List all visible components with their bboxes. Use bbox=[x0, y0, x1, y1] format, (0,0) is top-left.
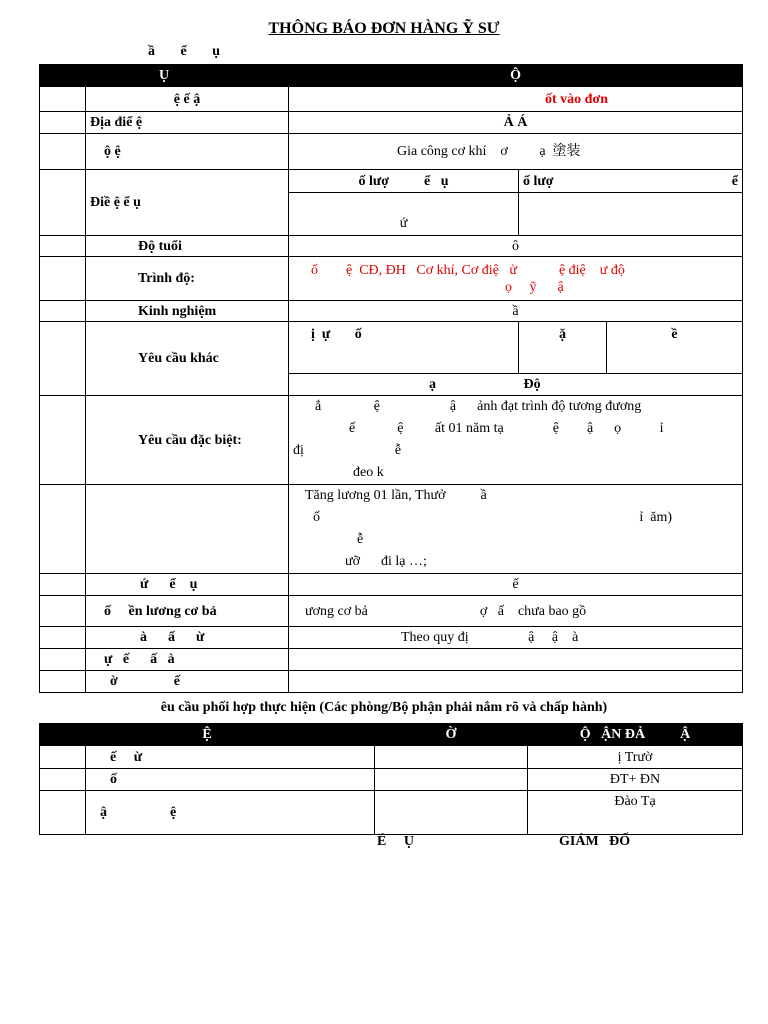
other-req-col2: ặ bbox=[519, 322, 607, 374]
table-row bbox=[40, 791, 743, 835]
row-label: Yêu cầu đặc biệt: bbox=[86, 396, 289, 485]
row-label: Địa điể ệ bbox=[86, 112, 289, 134]
time-cell bbox=[375, 746, 528, 769]
time-cell bbox=[375, 791, 528, 835]
table-row bbox=[40, 170, 743, 193]
dept-cell: Đào Tạ bbox=[528, 791, 743, 835]
table-row bbox=[40, 301, 743, 322]
coordination-title: êu cầu phối hợp thực hiện (Các phòng/Bộ phận phải nắm rõ và chấp hành) bbox=[160, 700, 608, 715]
education-value: ố ệ CĐ, ĐH Cơ khí, Cơ điệ ử ệ điệ ư độ ọ ỹ ậ bbox=[289, 257, 743, 301]
form-value: ế bbox=[289, 574, 743, 596]
quantity-value-left: ứ bbox=[289, 193, 519, 236]
row-label: Yêu cầu khác bbox=[86, 322, 289, 396]
quantity-header-right: ố lượ ể bbox=[519, 170, 743, 193]
table-row bbox=[40, 649, 743, 671]
row-value bbox=[289, 671, 743, 693]
task-cell: ậ ệ bbox=[86, 791, 375, 835]
row-value bbox=[289, 649, 743, 671]
table-row bbox=[40, 112, 743, 134]
dept-cell: ị Trườ bbox=[528, 746, 743, 769]
row-label: ờ ế bbox=[86, 671, 289, 693]
row-label: ộ ệ bbox=[86, 134, 289, 170]
experience-value: ầ bbox=[289, 301, 743, 322]
coordination-header bbox=[40, 724, 743, 746]
row-label: à ấ ừ bbox=[86, 627, 289, 649]
task-cell: ố bbox=[86, 769, 375, 791]
benefits-value: Tăng lương 01 lần, Thưở ầ ố ỉ ăm) ễ ưỡ đi lạ …; bbox=[289, 485, 743, 574]
table-header bbox=[40, 65, 743, 87]
age-value: ô bbox=[289, 236, 743, 257]
row-label: Trình độ: bbox=[86, 257, 289, 301]
special-req-value: ắ ệ ậ ảnh đạt trình độ tương đương ế ệ ất 01 năm tạ ệ ậ ọ ỉ đị ễ đeo k bbox=[289, 396, 743, 485]
order-table bbox=[39, 64, 743, 693]
job-value: Gia công cơ khí ơ ạ 塗装 bbox=[289, 134, 743, 170]
other-req-col3: ề bbox=[607, 322, 743, 374]
row-label: Điề ệ ể ụ bbox=[86, 170, 289, 236]
table-row bbox=[40, 746, 743, 769]
insurance-value: Theo quy đị ậ ậ à bbox=[289, 627, 743, 649]
coordination-table bbox=[39, 723, 743, 835]
table-row bbox=[40, 322, 743, 374]
other-req-bottom: ạ Độ bbox=[289, 374, 743, 396]
table-row bbox=[40, 574, 743, 596]
time-cell bbox=[375, 769, 528, 791]
table-row bbox=[40, 257, 743, 301]
header-category: Ụ bbox=[40, 65, 289, 87]
row-label: Kinh nghiệm bbox=[86, 301, 289, 322]
table-row bbox=[40, 236, 743, 257]
table-row bbox=[40, 596, 743, 627]
header-time: Ờ bbox=[375, 724, 528, 746]
table-row bbox=[40, 134, 743, 170]
other-req-col1: ị ự ố bbox=[289, 322, 519, 374]
row-label: ự ế ấ à bbox=[86, 649, 289, 671]
dept-cell: ĐT+ ĐN bbox=[528, 769, 743, 791]
table-row bbox=[40, 627, 743, 649]
footer-director-signature: GIÁM ĐỐ bbox=[559, 834, 631, 849]
quantity-header-left: ố lượ ể ụ bbox=[289, 170, 519, 193]
row-label: ố ền lương cơ bả bbox=[86, 596, 289, 627]
header-dept: Ộ ẬN ĐẢ Ậ bbox=[528, 724, 743, 746]
task-cell: ế ừ bbox=[86, 746, 375, 769]
table-row bbox=[40, 396, 743, 485]
table-row bbox=[40, 671, 743, 693]
footer-left-signature: É Ụ bbox=[377, 834, 414, 849]
header-content: Ộ bbox=[289, 65, 743, 87]
table-row bbox=[40, 769, 743, 791]
page-subtitle: ầ ể ụ bbox=[148, 44, 220, 59]
row-label bbox=[86, 485, 289, 574]
order-date-value: ốt vào đơn bbox=[289, 87, 743, 112]
table-row bbox=[40, 87, 743, 112]
location-value: Ả Á bbox=[289, 112, 743, 134]
table-row bbox=[40, 485, 743, 574]
page-title: THÔNG BÁO ĐƠN HÀNG Ỹ SƯ bbox=[268, 20, 500, 37]
row-label: Độ tuổi bbox=[86, 236, 289, 257]
row-label: ứ ể ụ bbox=[86, 574, 289, 596]
row-label: ệ ế ậ bbox=[86, 87, 289, 112]
salary-value: ương cơ bả ợ ấ chưa bao gồ bbox=[289, 596, 743, 627]
header-task: Ệ bbox=[40, 724, 375, 746]
